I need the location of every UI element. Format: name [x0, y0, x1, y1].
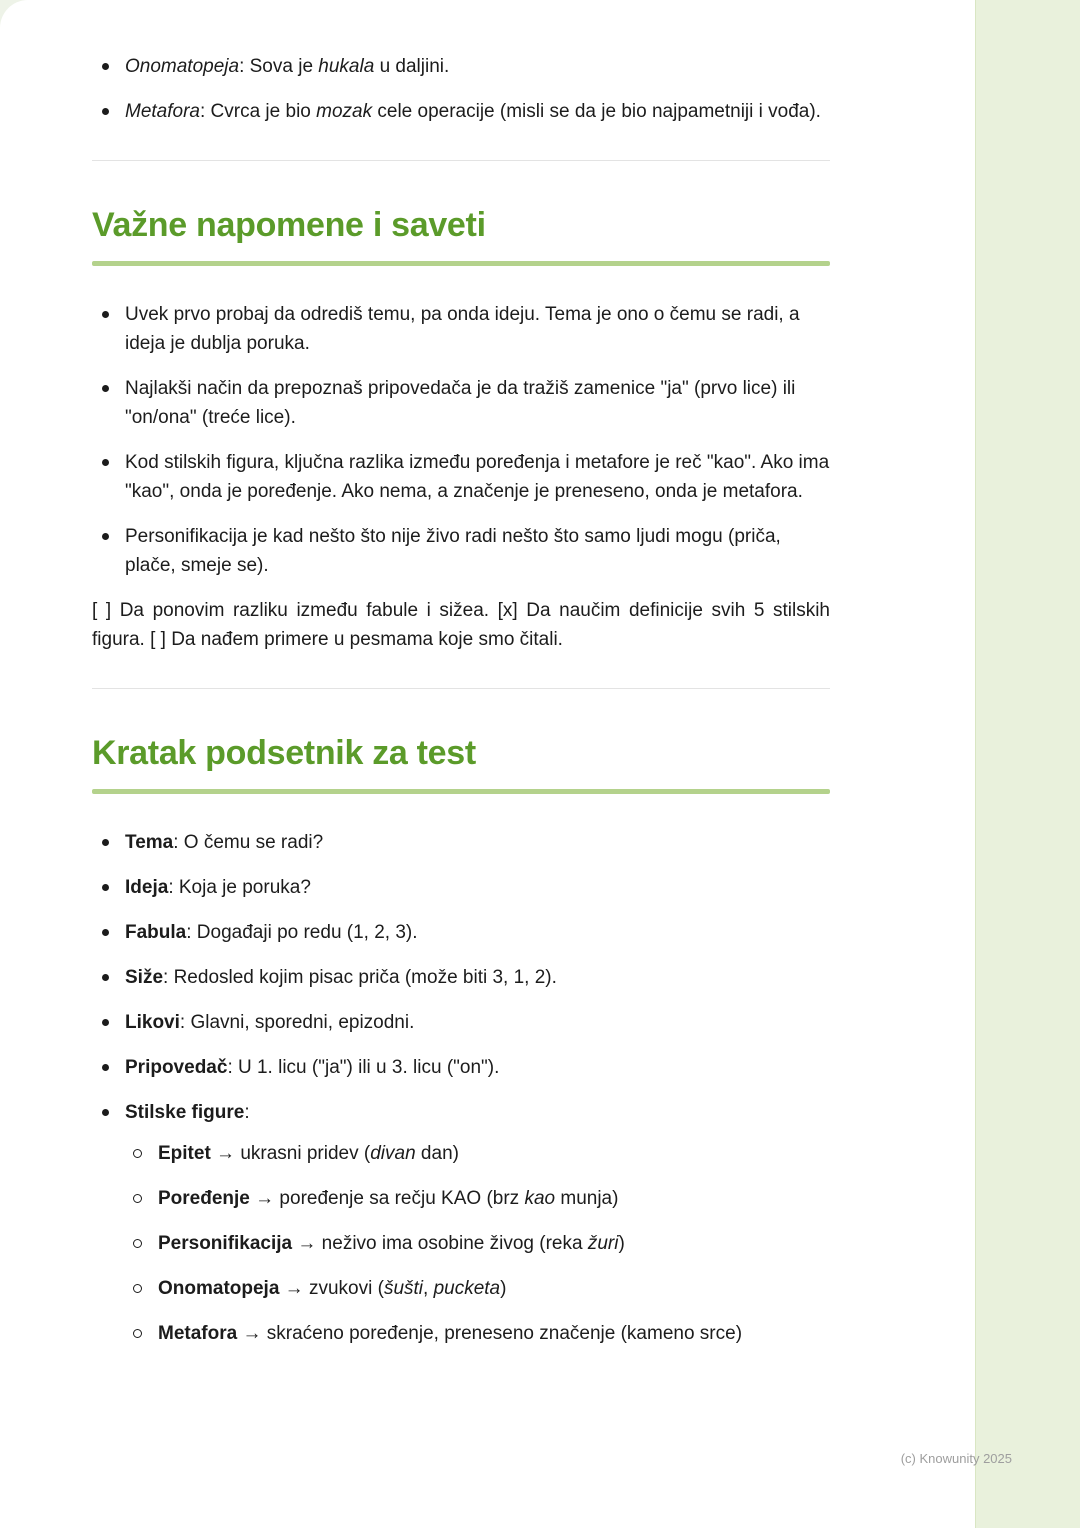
list-item [92, 1098, 830, 1348]
intro-list [92, 52, 830, 126]
section-title-notes: Važne napomene i saveti [92, 206, 486, 244]
section-divider [92, 688, 830, 689]
list-item: Pripovedač: U 1. licu ("ja") ili u 3. licu ("on"). [92, 1053, 830, 1082]
list-item-label: Stilske figure: [125, 1102, 250, 1123]
list-item: Onomatopeja: Sova je hukala u daljini. [92, 52, 830, 81]
section-underline [92, 789, 830, 794]
list-item: Siže: Redosled kojim pisac priča (može biti 3, 1, 2). [92, 963, 830, 992]
section-title-reminder: Kratak podsetnik za test [92, 734, 476, 772]
list-item: Tema: O čemu se radi? [92, 828, 830, 857]
stylistic-figures-sublist [125, 1139, 830, 1348]
side-strip [975, 0, 1080, 1528]
notes-list [92, 300, 830, 580]
list-item: Metafora: Cvrca je bio mozak cele operacije (misli se da je bio najpametniji i vođa). [92, 97, 830, 126]
checklist-paragraph: [ ] Da ponovim razliku između fabule i sižea. [x] Da naučim definicije svih 5 stilskih figura. [ ] Da nađem primere u pesmama koje smo čitali. [92, 600, 830, 650]
section-divider [92, 160, 830, 161]
list-item: Personifikacija je kad nešto što nije živo radi nešto što samo ljudi mogu (priča, plače, smeje se). [92, 522, 830, 580]
list-item: Uvek prvo probaj da odrediš temu, pa onda ideju. Tema je ono o čemu se radi, a ideja je dublja poruka. [92, 300, 830, 358]
reminder-list [92, 828, 830, 1348]
sub-list-item: Onomatopeja → zvukovi (šušti, pucketa) [125, 1274, 830, 1303]
copyright-text: (c) Knowunity 2025 [900, 1451, 1012, 1466]
list-item: Ideja: Koja je poruka? [92, 873, 830, 902]
list-item: Fabula: Događaji po redu (1, 2, 3). [92, 918, 830, 947]
sub-list-item: Poređenje → poređenje sa rečju KAO (brz kao munja) [125, 1184, 830, 1213]
list-item: Najlakši način da prepoznaš pripovedača je da tražiš zamenice "ja" (prvo lice) ili "on/ona" (treće lice). [92, 374, 830, 432]
sub-list-item: Personifikacija → neživo ima osobine živog (reka žuri) [125, 1229, 830, 1258]
list-item: Kod stilskih figura, ključna razlika između poređenja i metafore je reč "kao". Ako ima "kao", onda je poređenje. Ako nema, a značenje je preneseno, onda je metafora. [92, 448, 830, 506]
sub-list-item: Epitet → ukrasni pridev (divan dan) [125, 1139, 830, 1168]
sub-list-item: Metafora → skraćeno poređenje, preneseno značenje (kameno srce) [125, 1319, 830, 1348]
section-underline [92, 261, 830, 266]
list-item: Likovi: Glavni, sporedni, epizodni. [92, 1008, 830, 1037]
